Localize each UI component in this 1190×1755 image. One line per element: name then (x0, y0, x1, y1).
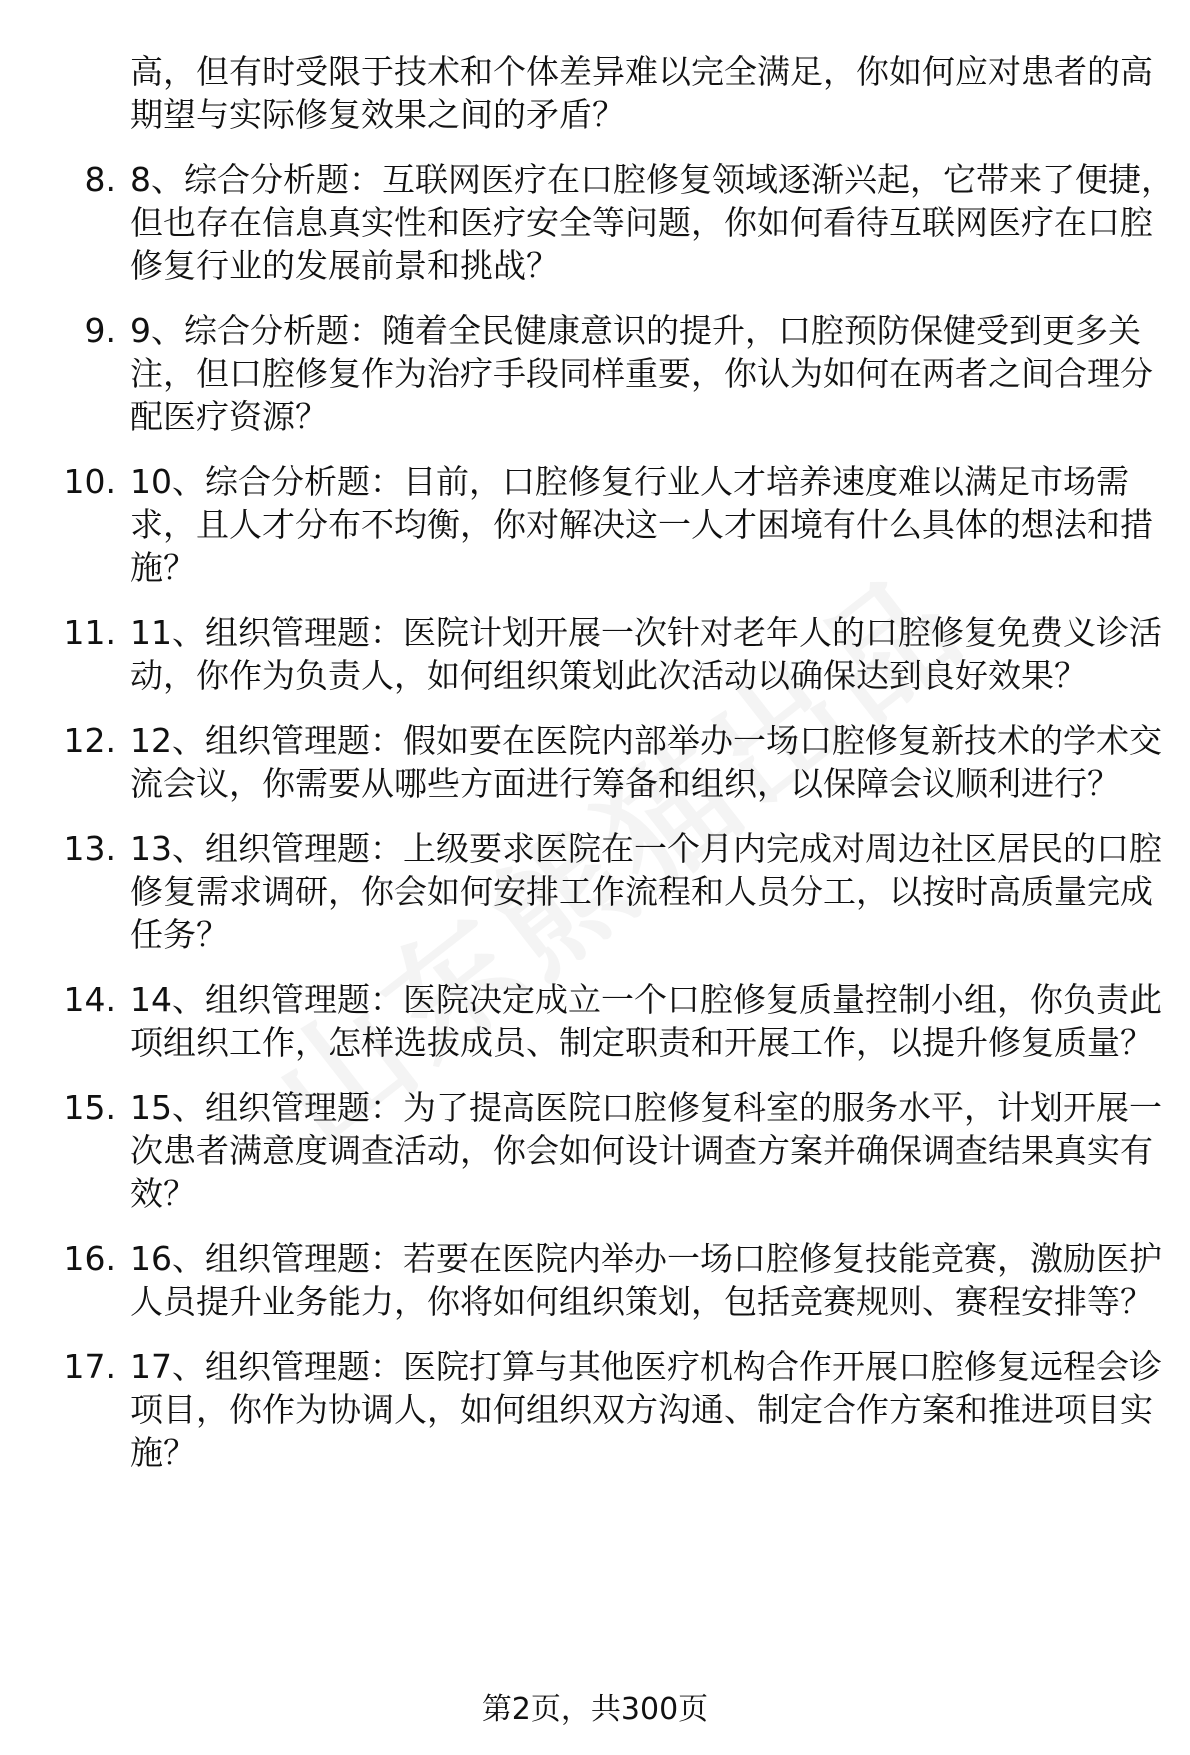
question-item-14 (0, 978, 1190, 1064)
question-number: 14. (63, 980, 116, 1019)
question-text: 10、综合分析题：目前，口腔修复行业人才培养速度难以满足市场需求，且人才分布不均衡，你对解决这一人才困境有什么具体的想法和措施？ (130, 462, 1153, 587)
question-item-13 (0, 827, 1190, 956)
question-number: 8. (84, 160, 116, 199)
question-item-11 (0, 611, 1190, 697)
page-content (0, 50, 1190, 1496)
question-item-9 (0, 309, 1190, 438)
question-text: 11、组织管理题：医院计划开展一次针对老年人的口腔修复免费义诊活动，你作为负责人，如何组织策划此次活动以确保达到良好效果？ (130, 613, 1162, 695)
question-number: 16. (63, 1239, 116, 1278)
question-item-8 (0, 158, 1190, 287)
page-footer: 第2页，共300页 (481, 1692, 709, 1727)
question-text: 14、组织管理题：医院决定成立一个口腔修复质量控制小组，你负责此项组织工作，怎样选拔成员、制定职责和开展工作，以提升修复质量？ (130, 980, 1162, 1062)
question-item-15 (0, 1086, 1190, 1215)
question-number: 10. (63, 462, 116, 501)
question-number: 15. (63, 1088, 116, 1127)
question-item-10 (0, 460, 1190, 589)
question-number: 13. (63, 829, 116, 868)
question-number: 17. (63, 1347, 116, 1386)
question-text: 8、综合分析题：互联网医疗在口腔修复领域逐渐兴起，它带来了便捷，但也存在信息真实性和医疗安全等问题，你如何看待互联网医疗在口腔修复行业的发展前景和挑战？ (130, 160, 1174, 285)
question-number: 9. (84, 311, 116, 350)
continued-question-text: 高，但有时受限于技术和个体差异难以完全满足，你如何应对患者的高期望与实际修复效果之间的矛盾？ (130, 52, 1153, 134)
question-text: 13、组织管理题：上级要求医院在一个月内完成对周边社区居民的口腔修复需求调研，你会如何安排工作流程和人员分工，以按时高质量完成任务？ (130, 829, 1162, 954)
question-text: 17、组织管理题：医院打算与其他医疗机构合作开展口腔修复远程会诊项目，你作为协调人，如何组织双方沟通、制定合作方案和推进项目实施？ (130, 1347, 1162, 1472)
question-item-16 (0, 1237, 1190, 1323)
question-text: 16、组织管理题：若要在医院内举办一场口腔修复技能竞赛，激励医护人员提升业务能力，你将如何组织策划，包括竞赛规则、赛程安排等？ (130, 1239, 1162, 1321)
question-number: 12. (63, 721, 116, 760)
question-text: 12、组织管理题：假如要在医院内部举办一场口腔修复新技术的学术交流会议，你需要从哪些方面进行筹备和组织，以保障会议顺利进行？ (130, 721, 1162, 803)
question-text: 15、组织管理题：为了提高医院口腔修复科室的服务水平，计划开展一次患者满意度调查活动，你会如何设计调查方案并确保调查结果真实有效？ (130, 1088, 1162, 1213)
question-number: 11. (63, 613, 116, 652)
question-text: 9、综合分析题：随着全民健康意识的提升，口腔预防保健受到更多关注，但口腔修复作为治疗手段同样重要，你认为如何在两者之间合理分配医疗资源？ (130, 311, 1153, 436)
question-list (0, 158, 1190, 1474)
question-item-17 (0, 1345, 1190, 1474)
question-item-12 (0, 719, 1190, 805)
